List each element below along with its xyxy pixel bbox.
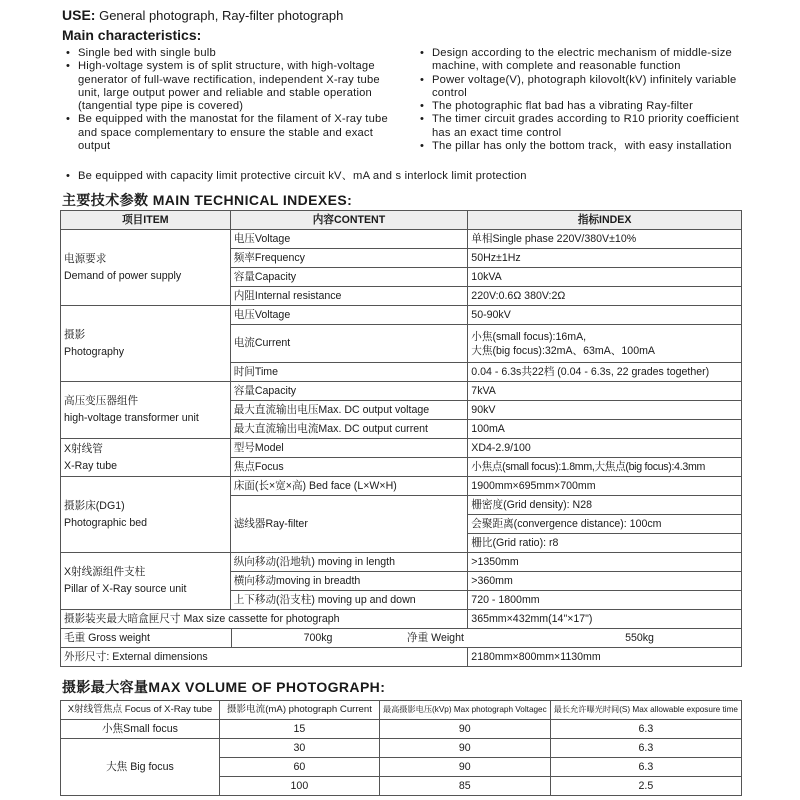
table-row [61, 720, 742, 739]
current-cell: 30 [219, 739, 379, 758]
index-cell: 栅比(Grid ratio): r8 [468, 534, 742, 553]
exposure-cell: 6.3 [550, 739, 741, 758]
current-big: 大焦(big focus):32mA、63mA、100mA [471, 344, 655, 357]
bullet-item: • High-voltage system is of split structure, with high-voltage generator of full-wave rectification, independent X-ray tube unit, large output power and reliable and stable operation (tangential type pipe is covered) [64, 60, 402, 113]
current-small: 小焦(small focus):16mA, [471, 330, 587, 343]
item-en: Pillar of X-Ray source unit [64, 583, 187, 595]
index-cell: 720 - 1800mm [468, 591, 742, 610]
item-en: Demand of power supply [64, 269, 182, 282]
table-header-row [61, 211, 742, 230]
item-cell [61, 439, 231, 477]
item-cn: X射线源组件支柱 [64, 566, 146, 578]
cassette-value: 365mm×432mm(14"×17") [468, 610, 742, 629]
characteristics-bottom [64, 170, 764, 183]
index-cell: 栅密度(Grid density): N28 [468, 496, 742, 515]
item-cn: 摄影 [64, 328, 86, 341]
focus-cell: 小焦Small focus [61, 720, 220, 739]
index-cell: 220V:0.6Ω 380V:2Ω [468, 287, 742, 306]
header-current: 摄影电流(mA) photograph Current [219, 701, 379, 720]
item-cell [61, 477, 231, 553]
net-weight-label: 净重 Weight [407, 631, 464, 644]
index-cell: >1350mm [468, 553, 742, 572]
item-cell [61, 553, 231, 610]
dimensions-label: 外形尺寸: External dimensions [61, 648, 468, 667]
exposure-cell: 6.3 [550, 720, 741, 739]
current-cell: 15 [219, 720, 379, 739]
index-cell: 100mA [468, 420, 742, 439]
item-cell [61, 382, 231, 439]
bullet-item: • Single bed with single bulb [64, 47, 402, 60]
index-cell: 50Hz±1Hz [468, 249, 742, 268]
bullet-item: • Be equipped with capacity limit protective circuit kV、mA and s interlock limit protection [64, 170, 764, 183]
table-row [61, 629, 742, 648]
header-item: 项目ITEM [61, 211, 231, 230]
index-cell [468, 325, 742, 363]
content-cell: 内阻Internal resistance [230, 287, 468, 306]
gross-weight-label: 毛重 Gross weight [61, 629, 232, 647]
header-exposure: 最长允许曝光时间(S) Max allowable exposure time [550, 701, 741, 720]
table-row [61, 553, 742, 572]
voltage-cell: 90 [379, 739, 550, 758]
voltage-cell: 85 [379, 777, 550, 796]
item-cn: 电源要求 [64, 252, 107, 265]
exposure-cell: 6.3 [550, 758, 741, 777]
item-cell [61, 306, 231, 382]
item-en: Photographic bed [64, 516, 148, 529]
volume-table [60, 700, 742, 796]
exposure-cell: 2.5 [550, 777, 741, 796]
index-cell: 7kVA [468, 382, 742, 401]
item-cell [61, 230, 231, 306]
item-en: high-voltage transformer unit [64, 412, 199, 424]
header-focus: X射线管焦点 Focus of X-Ray tube [61, 701, 220, 720]
index-cell: 1900mm×695mm×700mm [468, 477, 742, 496]
index-cell: 50-90kV [468, 306, 742, 325]
current-cell: 60 [219, 758, 379, 777]
item-cn: X射线管 [64, 442, 103, 455]
table-row [61, 610, 742, 629]
volume-title: 摄影最大容量MAX VOLUME OF PHOTOGRAPH: [62, 679, 386, 695]
bullet-item: • Be equipped with the manostat for the filament of X-ray tube and space complementary to ensure the stable and exact output [64, 113, 402, 153]
weight-row [61, 629, 741, 647]
content-cell: 床面(长×宽×高) Bed face (L×W×H) [230, 477, 468, 496]
index-cell: 小焦点(small focus):1.8mm,大焦点(big focus):4.3mm [468, 458, 742, 477]
focus-cell: 大焦 Big focus [61, 739, 220, 796]
table-row [61, 477, 742, 496]
content-cell: 最大直流输出电压Max. DC output voltage [230, 401, 468, 420]
content-cell: 电压Voltage [230, 230, 468, 249]
cassette-label: 摄影装夹最大暗盒匣尺寸 Max size cassette for photograph [61, 610, 468, 629]
content-cell: 电流Current [230, 325, 468, 363]
content-cell: 焦点Focus [230, 458, 468, 477]
table-row [61, 648, 742, 667]
item-en: X-Ray tube [64, 459, 117, 472]
bullet-item: • The timer circuit grades according to R10 priority coefficient has an exact time control [418, 113, 753, 140]
characteristics-right [418, 47, 753, 153]
use-line [62, 7, 343, 23]
table-row [61, 439, 742, 458]
header-voltage: 最高摄影电压(kVp) Max photograph Voltagec [379, 701, 550, 720]
content-cell: 纵向移动(沿地轨) moving in length [230, 553, 468, 572]
bullet-item: • Power voltage(V), photograph kilovolt(kV) infinitely variable control [418, 74, 753, 101]
item-cn: 摄影床(DG1) [64, 499, 125, 512]
content-cell: 时间Time [230, 363, 468, 382]
dimensions-value: 2180mm×800mm×1130mm [468, 648, 742, 667]
content-cell: 横向移动moving in breadth [230, 572, 468, 591]
bullet-item: • The pillar has only the bottom track，with easy installation [418, 140, 753, 153]
index-cell: 90kV [468, 401, 742, 420]
index-cell: 10kVA [468, 268, 742, 287]
index-cell: 0.04 - 6.3s共22档 (0.04 - 6.3s, 22 grades together) [468, 363, 742, 382]
table-header-row [61, 701, 742, 720]
voltage-cell: 90 [379, 720, 550, 739]
index-cell: XD4-2.9/100 [468, 439, 742, 458]
bullet-item: • The photographic flat bad has a vibrating Ray-filter [418, 100, 753, 113]
use-text: General photograph, Ray-filter photograph [99, 8, 344, 23]
content-cell: 电压Voltage [230, 306, 468, 325]
gross-weight-value: 700kg [303, 631, 333, 644]
table-row [61, 230, 742, 249]
specs-title: 主要技术参数 MAIN TECHNICAL INDEXES: [62, 192, 353, 208]
net-weight-value: 550kg [625, 631, 654, 644]
content-cell: 容量Capacity [230, 268, 468, 287]
content-cell: 滤线器Ray-filter [230, 496, 468, 553]
table-row [61, 739, 742, 758]
content-cell: 型号Model [230, 439, 468, 458]
header-content: 内容CONTENT [230, 211, 468, 230]
characteristics-left [64, 47, 402, 153]
header-index: 指标INDEX [468, 211, 742, 230]
voltage-cell: 90 [379, 758, 550, 777]
index-cell: >360mm [468, 572, 742, 591]
specs-table [60, 210, 742, 667]
content-cell: 容量Capacity [230, 382, 468, 401]
index-cell: 会聚距离(convergence distance): 100cm [468, 515, 742, 534]
characteristics-title: Main characteristics: [62, 27, 202, 43]
content-cell: 频率Frequency [230, 249, 468, 268]
index-cell: 单相Single phase 220V/380V±10% [468, 230, 742, 249]
current-cell: 100 [219, 777, 379, 796]
content-cell: 上下移动(沿支柱) moving up and down [230, 591, 468, 610]
bullet-item: • Design according to the electric mechanism of middle-size machine, with complete and reasonable function [418, 47, 753, 74]
table-row [61, 306, 742, 325]
item-en: Photography [64, 345, 125, 358]
item-cn: 高压变压器组件 [64, 395, 139, 407]
content-cell: 最大直流输出电流Max. DC output current [230, 420, 468, 439]
table-row [61, 382, 742, 401]
use-label: USE: [62, 7, 96, 23]
